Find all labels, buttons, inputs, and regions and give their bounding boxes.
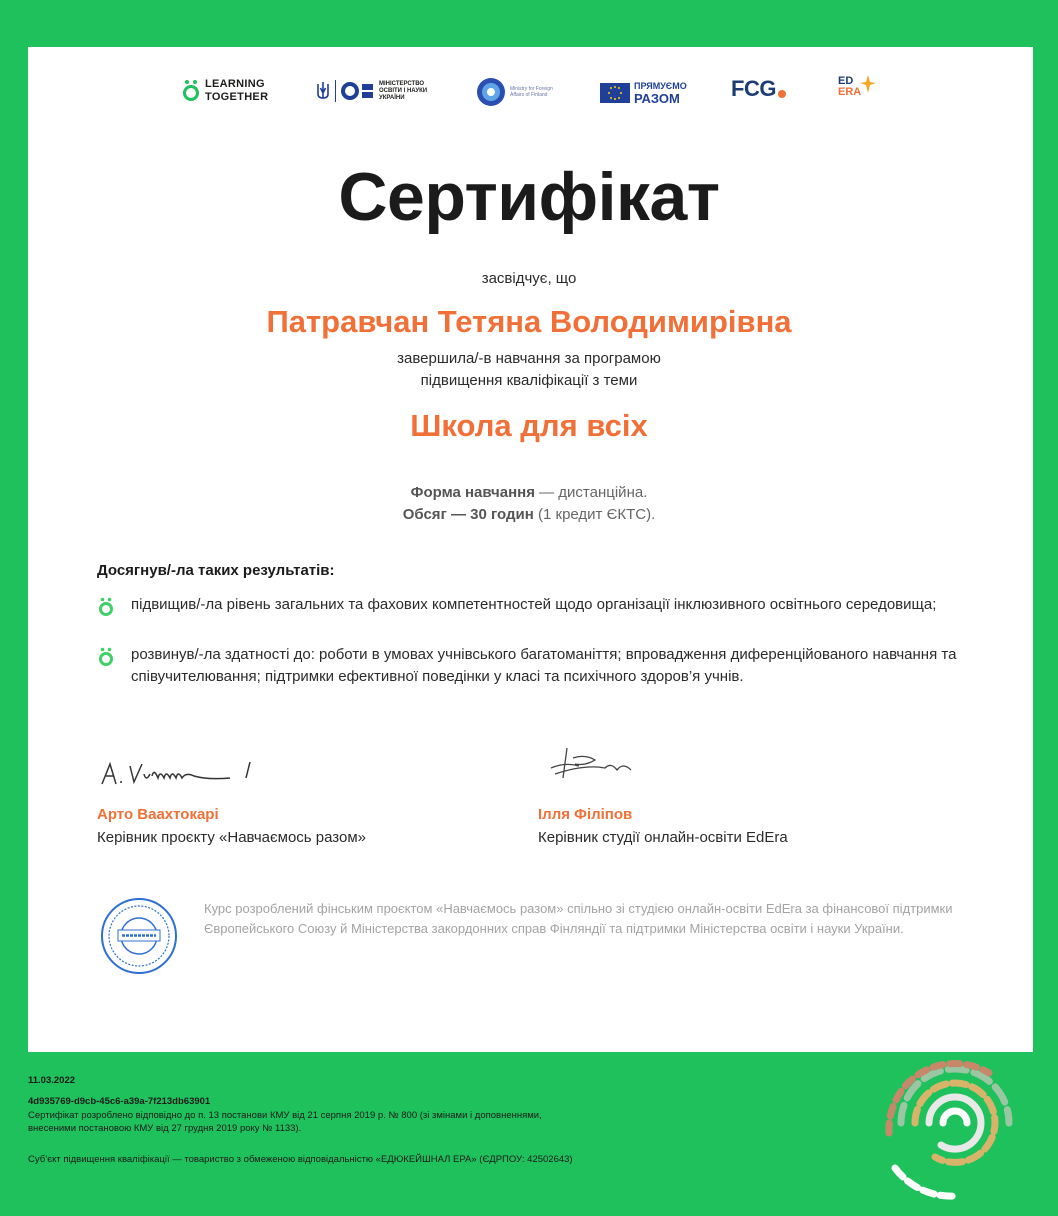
certificate-id: 4d935769-d9cb-45c6-a39a-7f213db63901 [28,1096,211,1107]
signature-block-1 [97,806,366,846]
learning-together-line1: LEARNING [205,78,265,90]
volume-value: (1 кредит ЄКТС). [533,506,656,523]
mfa-line1: Ministry for Foreign [510,86,553,92]
fcg-text: FCG [731,76,776,101]
certifies-text: засвідчує, що [481,270,577,287]
eu-logo [600,81,687,105]
learning-together-logo [182,78,268,104]
issue-date: 11.03.2022 [28,1075,76,1086]
form-label: Форма навчання [410,484,535,501]
completed-text [0,348,1058,392]
course-title: Школа для всіх [410,408,648,443]
edera-line2: ERA [838,86,862,98]
edera-line1: ED [838,75,854,87]
signer-name: Ілля Філіпов [538,806,633,823]
fcg-logo [731,76,786,102]
result-item [97,644,977,688]
result-text: підвищив/-ла рівень загальних та фахових компетентностей щодо організації інклюзивного освітнього середовища; [131,596,937,613]
logos-row [0,72,1058,112]
eu-line2: РАЗОМ [634,91,680,106]
signature-vaahtokari-image [98,756,263,792]
course-note: Курс розроблений фінським проєктом «Навчаємось разом» спільно зі студією онлайн-освіти EdEra за фінансової підтримки Європейського Союзу й Міністерства закордонних справ Фінляндії та підтримки Міністерства освіти і науки України. [204,901,953,936]
mfa-globe-icon [476,77,506,107]
signer-role: Керівник проєкту «Навчаємось разом» [97,829,366,846]
signature-block-2 [538,806,788,846]
completed-line1: завершила/-в навчання за програмою [397,350,661,367]
bullet-icon [97,644,131,688]
trident-icon [316,80,330,102]
certificate-title: Сертифікат [338,159,720,235]
form-value: — дистанційна. [534,484,648,501]
signer-role: Керівник студії онлайн-освіти EdEra [538,829,788,846]
result-item [97,594,977,625]
legal-line2: внесеними постановою КМУ від 27 грудня 2019 року № 1133). [28,1123,302,1134]
learning-together-icon [182,79,200,103]
decorative-swirl-image [875,1028,1035,1203]
recipient-name: Патравчан Тетяна Володимирівна [266,304,792,339]
volume-label: Обсяг — 30 годин [402,506,534,523]
study-form-info [0,482,1058,526]
learning-together-line2: TOGETHER [205,91,269,103]
signer-name: Арто Ваахтокарі [97,806,219,823]
ministry-line2: ОСВІТИ І НАУКИ [379,87,428,94]
eu-flag-icon [600,83,630,103]
result-text: розвинув/-ла здатності до: роботи в умовах учнівського багатоманіття; впровадження диференційованого навчання та співучителювання; підтримки ефективної поведінки у класі та психічного здоров’я учнів. [131,646,957,685]
mfa-line2: Affairs of Finland [510,92,548,98]
signature-filipov-image [545,744,637,784]
fcg-dot-icon [778,90,786,98]
ministry-line1: МІНІСТЕРСТВО [379,80,425,87]
ministry-logo [316,80,427,102]
bullet-icon [97,594,131,625]
provider-subject: Суб’єкт підвищення кваліфікації — товариство з обмеженою відповідальністю «ЕДЮКЕЙШНАЛ ЕРА» (ЄДРПОУ: 42502643) [28,1154,573,1165]
edera-star-icon [859,74,877,94]
mfa-finland-logo [476,77,553,107]
ministry-mon-icon [341,80,375,102]
ministry-line3: УКРАЇНИ [379,94,405,101]
legal-line1: Сертифікат розроблено відповідно до п. 13 постанови КМУ від 21 серпня 2019 р. № 800 (зі змінами і доповненнями, [28,1110,542,1121]
edera-logo [838,76,877,98]
completed-line2: підвищення кваліфікації з теми [420,372,638,389]
eu-line1: ПРЯМУЄМО [634,81,687,91]
results-title: Досягнув/-ла таких результатів: [97,562,335,579]
official-stamp-image [100,897,178,975]
